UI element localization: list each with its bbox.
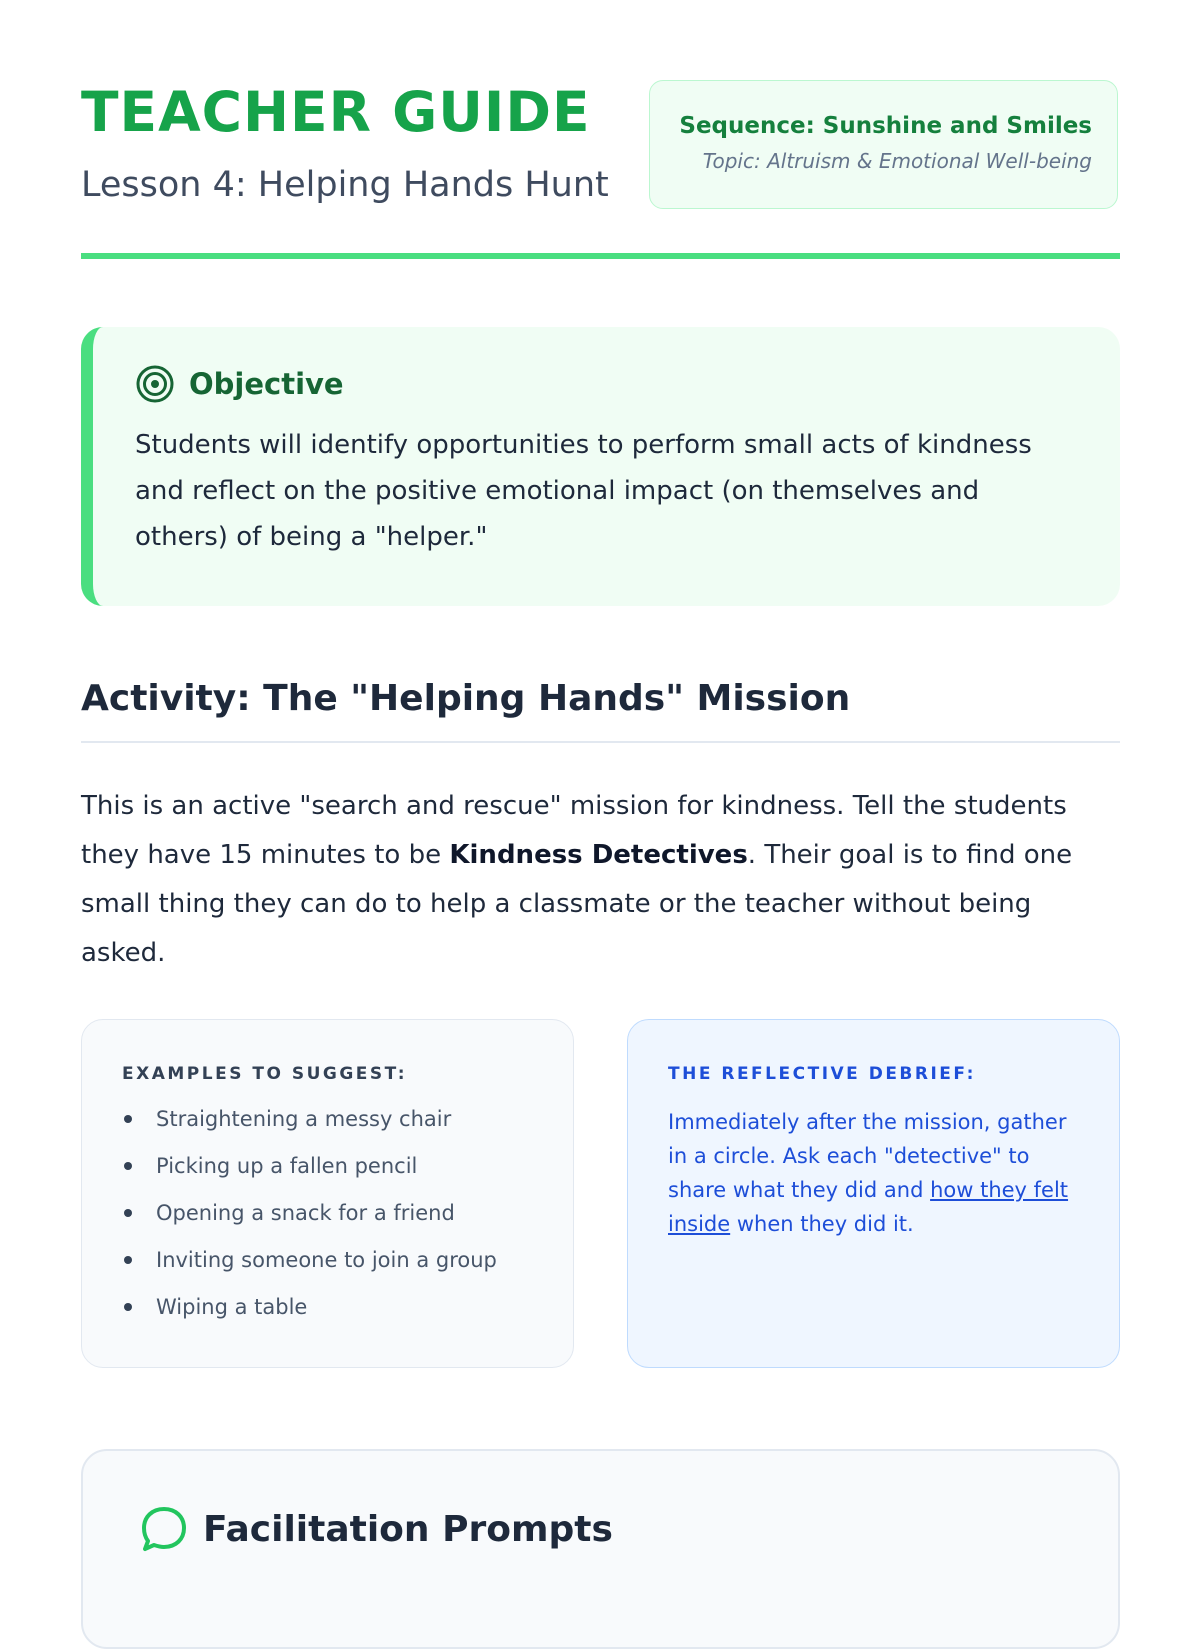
list-item: Wiping a table xyxy=(122,1292,543,1339)
facilitation-title: Facilitation Prompts xyxy=(203,1508,613,1550)
target-icon xyxy=(135,364,175,404)
list-item: Opening a snack for a friend xyxy=(122,1198,543,1245)
objective-header xyxy=(135,364,1080,404)
examples-label: EXAMPLES TO SUGGEST: xyxy=(122,1064,408,1084)
topic-label: Topic: Altruism & Emotional Well-being xyxy=(702,149,1092,173)
list-item: Inviting someone to join a group xyxy=(122,1245,543,1292)
examples-card xyxy=(81,1019,574,1368)
examples-list xyxy=(122,1104,543,1339)
debrief-label: THE REFLECTIVE DEBRIEF: xyxy=(668,1064,976,1084)
sequence-box xyxy=(649,80,1118,209)
debrief-card xyxy=(627,1019,1120,1368)
list-item: Picking up a fallen pencil xyxy=(122,1151,543,1198)
objective-box xyxy=(81,327,1120,606)
activity-text-start: This is an active "search and rescue" mission for kindness. Tell the students they have 15 minutes to be xyxy=(81,791,1067,870)
activity-text xyxy=(81,782,1120,978)
guide-title: TEACHER GUIDE xyxy=(81,80,591,144)
objective-title: Objective xyxy=(189,367,344,401)
debrief-text-start: Immediately after the mission, gather in a circle. Ask each "detective" to share what they did and xyxy=(668,1110,1067,1202)
header-divider xyxy=(81,253,1120,259)
facilitation-box xyxy=(81,1449,1120,1649)
activity-title: Activity: The "Helping Hands" Mission xyxy=(81,678,851,719)
list-item: Straightening a messy chair xyxy=(122,1104,543,1151)
debrief-text-underlined: how they felt inside xyxy=(668,1178,1069,1236)
activity-divider xyxy=(81,741,1120,743)
objective-text: Students will identify opportunities to perform small acts of kindness and reflect on the positive emotional impact (on themselves and others) of being a "helper." xyxy=(135,430,1032,552)
activity-text-end: . Their goal is to find one small thing they can do to help a classmate or the teacher without being asked. xyxy=(81,840,1073,968)
activity-text-bold: Kindness Detectives xyxy=(449,840,748,870)
facilitation-header xyxy=(139,1504,1078,1554)
sequence-label: Sequence: Sunshine and Smiles xyxy=(679,113,1092,139)
lesson-title: Lesson 4: Helping Hands Hunt xyxy=(81,165,609,205)
debrief-text xyxy=(668,1105,1077,1241)
debrief-text-end: when they did it. xyxy=(730,1212,914,1236)
speech-bubble-icon xyxy=(139,1504,189,1554)
